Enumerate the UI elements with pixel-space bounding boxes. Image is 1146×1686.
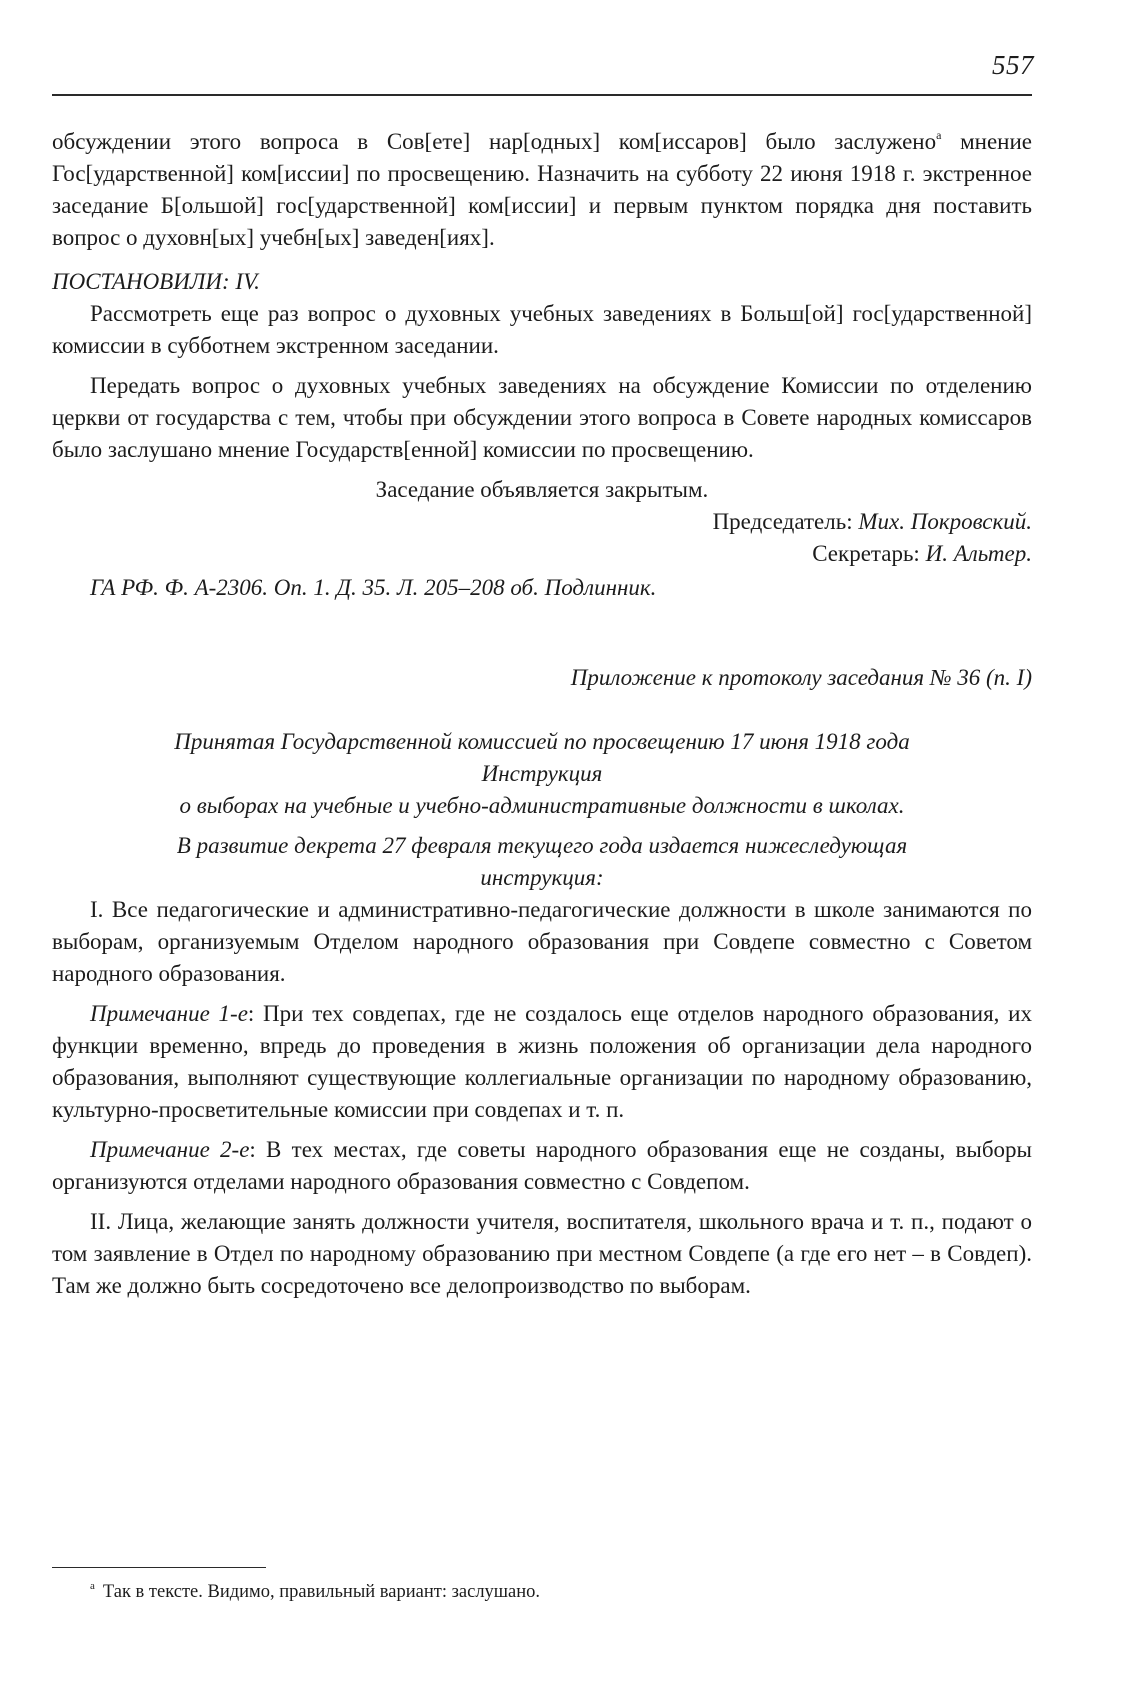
footnote-mark: a (90, 1580, 95, 1592)
footnote-rule (52, 1567, 266, 1568)
decree-line: В развитие декрета 27 февраля текущего года издается нижеследующая (176, 833, 908, 858)
chairman-signature (52, 506, 1032, 538)
header-rule (52, 94, 1032, 96)
paragraph-resolution-1: Рассмотреть еще раз вопрос о духовных учебных заведениях в Больш[ой] гос[ударственной] комиссии в субботнем экстренном заседании. (52, 301, 1032, 358)
note-label: Примечание 2-е (90, 1137, 250, 1162)
note-2 (52, 1134, 1032, 1198)
secretary-signature (52, 538, 1032, 570)
paragraph-text: мнение Гос[ударственной] ком[иссии] по просвещению. Назначить на субботу 22 июня 1918 г. экстренное заседание Б[ольшой] гос[ударственной] ком[иссии] и первым пунктом порядка дня поставить вопрос о духовн[ых] учебн[ых] заведен[иях]. (52, 129, 1032, 250)
footnote-text: Так в тексте. Видимо, правильный вариант: заслушано. (102, 1582, 541, 1602)
decree-preamble (52, 830, 1032, 894)
page-number: 557 (992, 50, 1034, 80)
secretary-name: И. Альтер. (925, 541, 1032, 566)
instruction-title (52, 726, 1032, 822)
instruction-title-line: Инструкция (481, 761, 603, 786)
section-2: II. Лица, желающие занять должности учителя, воспитателя, школьного врача и т. п., подают о том заявление в Отдел по народному образованию при местном Совдепе (а где его нет – в Совдеп). Там же должно быть сосредоточено все делопроизводство по выборам. (52, 1209, 1032, 1298)
paragraph-resolution-2: Передать вопрос о духовных учебных заведениях на обсуждение Комиссии по отделению церкви от государства с тем, чтобы при обсуждении этого вопроса в Совете народных комиссаров было заслушано мнение Государств[енной] комиссии по просвещению. (52, 373, 1032, 462)
section-1: I. Все педагогические и административно-педагогические должности в школе занимаются по выборам, организуемым Отделом народного образования при Совдепе совместно с Советом народного образования. (52, 897, 1032, 986)
decree-line: инструкция: (480, 865, 604, 890)
instruction-title-line: о выборах на учебные и учебно-административные должности в школах. (179, 793, 905, 818)
paragraph-text: обсуждении этого вопроса в Сов[ете] нар[одных] ком[иссаров] было заслужено (52, 129, 937, 154)
note-1 (52, 998, 1032, 1126)
instruction-title-line: Принятая Государственной комиссией по просвещению 17 июня 1918 года (174, 729, 910, 754)
paragraph-continuation (52, 126, 1032, 254)
note-text: : В тех местах, где советы народного образования еще не созданы, выборы организуются отделами народного образования совместно с Совдепом. (52, 1137, 1032, 1194)
main-text (52, 126, 1032, 1302)
secretary-label: Секретарь: (812, 541, 926, 566)
chairman-label: Председатель: (712, 509, 859, 534)
archive-reference: ГА РФ. Ф. А-2306. Оп. 1. Д. 35. Л. 205–208 об. Подлинник. (90, 575, 657, 600)
note-label: Примечание 1-е (90, 1001, 248, 1026)
resolved-heading: ПОСТАНОВИЛИ: IV. (52, 269, 260, 294)
footnote (90, 1580, 540, 1604)
appendix-title: Приложение к протоколу заседания № 36 (п. I) (570, 665, 1032, 690)
chairman-name: Мих. Покровский. (858, 509, 1032, 534)
note-text: : При тех совдепах, где не создалось еще отделов народного образования, их функции временно, впредь до проведения в жизнь положения об организации дела народного образования, выполняют существующие коллегиальные организации по народному образованию, культурно-просветительные комиссии при совдепах и т. п. (52, 1001, 1032, 1122)
footnote-reference: a (936, 128, 942, 142)
closing-statement: Заседание объявляется закрытым. (375, 477, 709, 502)
